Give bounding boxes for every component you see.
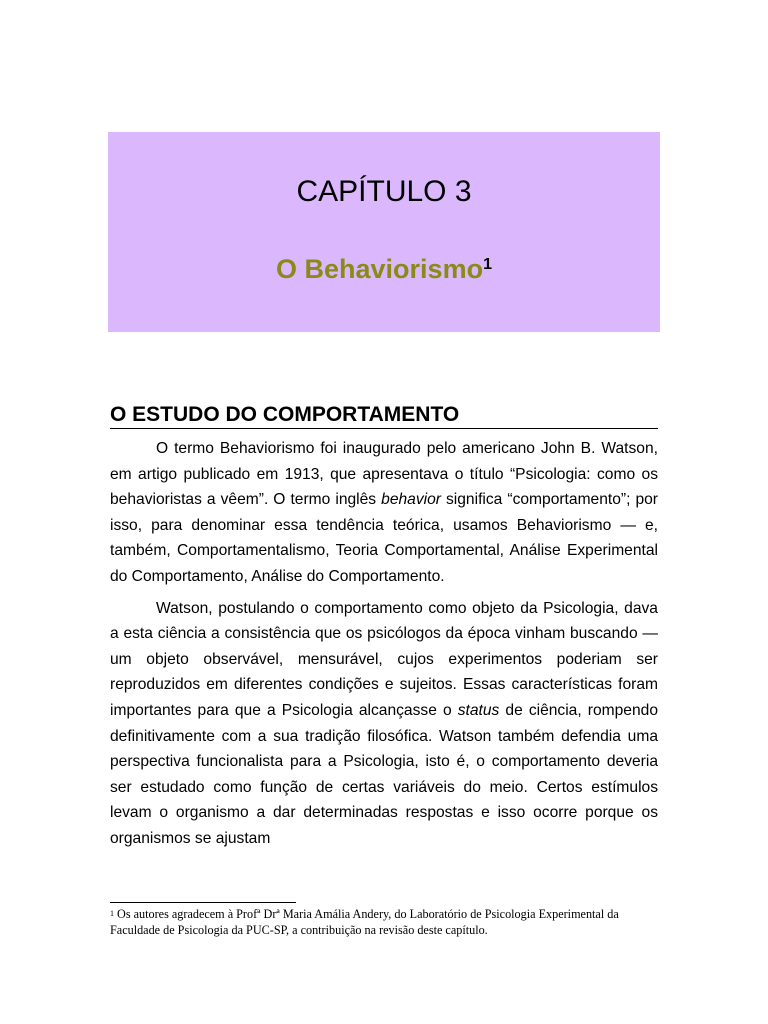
- chapter-title-text: O Behaviorismo: [276, 254, 484, 284]
- body-text: [110, 436, 658, 858]
- paragraph-2: [110, 596, 658, 852]
- section-heading: O ESTUDO DO COMPORTAMENTO: [110, 402, 658, 429]
- paragraph-1-part-c: significa “comportamento”; por isso, para denominar essa tendência teórica, usamos Behaviorismo — e, também, Comportamentalismo, Teoria Comportamental, Análise Experimental do Comportamento, Análise do Comportamento.: [110, 491, 658, 585]
- paragraph-2-part-a: Watson, postulando o comportamento como objeto da Psicologia, dava a esta ciência a consistência que os psicólogos da época vinham buscando — um objeto observável, mensurável, cujos experimentos poderiam ser reproduzidos em diferentes condições e sujeitos. Essas características foram importantes para que a Psicologia alcançasse o: [110, 599, 658, 719]
- paragraph-1-part-a: O termo Behaviorismo foi inaugurado pelo americano John B. Watson, em artigo publicado em 1913, que apresentava o título “Psicologia: como os behavioristas a vêem”. O termo inglês: [110, 440, 658, 509]
- chapter-title: [108, 252, 660, 286]
- footnote-divider: [110, 902, 296, 903]
- chapter-banner: [108, 132, 660, 332]
- paragraph-2-italic-term: status: [457, 701, 500, 719]
- paragraph-2-part-c: de ciência, rompendo definitivamente com a sua tradição filosófica. Watson também defendia uma perspectiva funcionalista para a Psicologia, isto é, o comportamento deveria ser estudado como função de certas variáveis do meio. Certos estímulos levam o organismo a dar determinadas respostas e isso ocorre porque os organismos se ajustam: [110, 701, 658, 847]
- footnote: [110, 906, 658, 938]
- paragraph-1-italic-term: behavior: [381, 491, 441, 509]
- chapter-number: CAPÍTULO 3: [296, 175, 472, 208]
- footnote-reference[interactable]: 1: [483, 256, 492, 273]
- paragraph-1: [110, 436, 658, 590]
- footnote-marker: 1: [110, 909, 114, 918]
- footnote-text: Os autores agradecem à Profª Drª Maria Amália Andery, do Laboratório de Psicologia Experimental da Faculdade de Psicologia da PUC-SP, a contribuição na revisão deste capítulo.: [110, 907, 619, 937]
